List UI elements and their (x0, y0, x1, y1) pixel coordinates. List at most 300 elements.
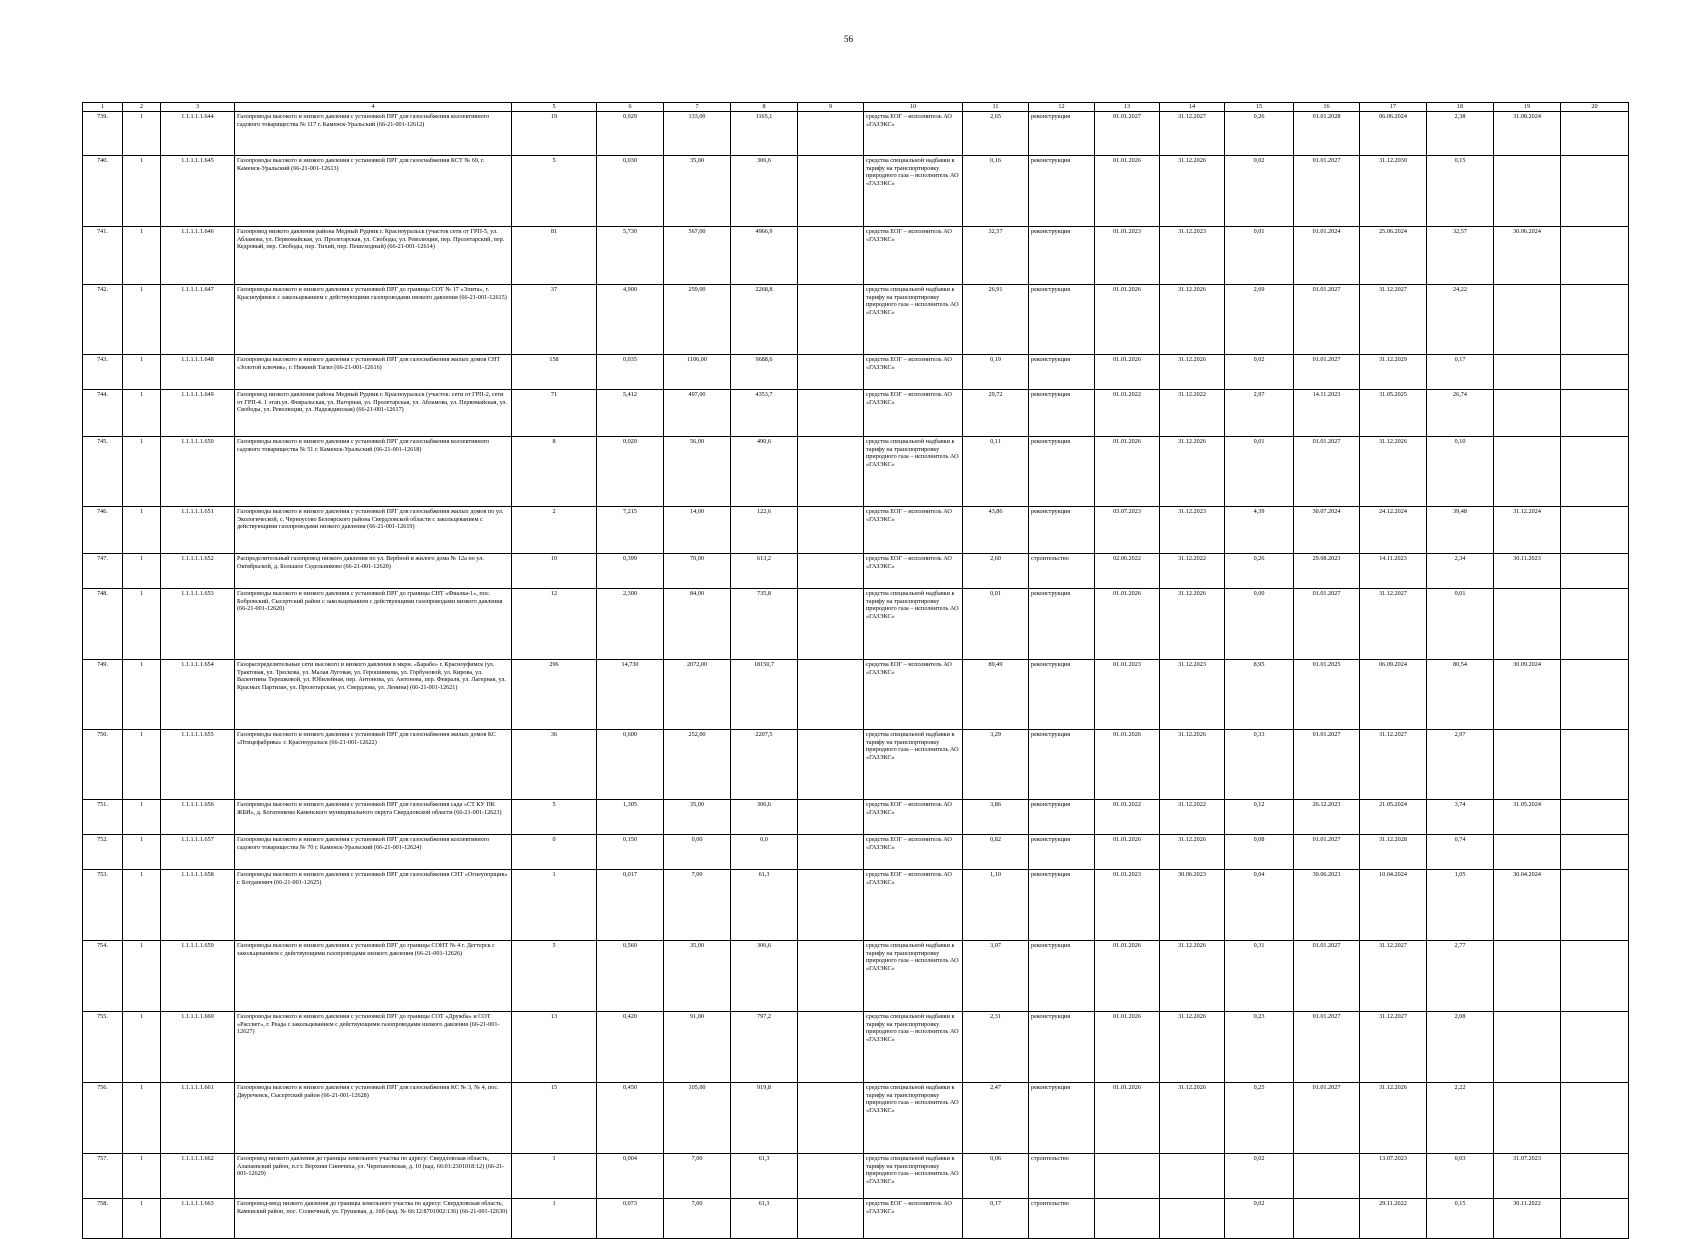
cell-col11: 0,17 (963, 1199, 1029, 1239)
cell-col20 (1561, 554, 1629, 589)
work-type: реконструкция (1029, 1012, 1095, 1083)
table-row (83, 285, 1629, 355)
cell-col8: 735,8 (731, 589, 798, 660)
cell-col9 (798, 1154, 864, 1199)
cell-col20 (1561, 390, 1629, 437)
cell-col18: 1,05 (1427, 870, 1494, 941)
row-code: 1.1.1.1.1.658 (161, 870, 235, 941)
cell-col19 (1494, 156, 1561, 227)
cell-col15: 0,12 (1225, 800, 1294, 835)
cell-col19 (1494, 285, 1561, 355)
funding-source: средства ЕОГ – исполнитель АО «ГАЗЭКС» (864, 800, 963, 835)
cell-col9 (798, 355, 864, 390)
cell-col17: 21.05.2024 (1360, 800, 1427, 835)
cell-col20 (1561, 1154, 1629, 1199)
end-date: 31.12.2023 (1160, 660, 1225, 730)
cell-col18: 2,34 (1427, 554, 1494, 589)
object-name: Газопроводы высокого и низкого давления с установкой ПРГ для газоснабжения коллективного садового товарищества № 51 г. Каменск-Уральский (66-21-001-12618) (235, 437, 512, 507)
cell-col19: 31.08.2024 (1494, 112, 1561, 156)
cell-col7: 252,00 (664, 730, 731, 800)
cell-col5: 81 (512, 227, 597, 285)
start-date: 01.01.2023 (1095, 870, 1160, 941)
start-date: 01.01.2026 (1095, 589, 1160, 660)
cell-col6: 0,020 (597, 437, 664, 507)
table-row (83, 507, 1629, 554)
cell-col20 (1561, 355, 1629, 390)
object-name: Газопроводы высокого и низкого давления с установкой ПРГ для газоснабжения КСТ № 69, г. Каменск-Уральский (66-21-001-12613) (235, 156, 512, 227)
cell-col11: 3,86 (963, 800, 1029, 835)
cell-col2: 1 (123, 660, 161, 730)
cell-col9 (798, 437, 864, 507)
cell-col6: 14,730 (597, 660, 664, 730)
cell-col19: 31.07.2023 (1494, 1154, 1561, 1199)
cell-col5: 36 (512, 730, 597, 800)
cell-col16: 01.01.2027 (1294, 589, 1360, 660)
cell-col9 (798, 730, 864, 800)
investment-program-table (82, 102, 1629, 1239)
cell-col11: 1,10 (963, 870, 1029, 941)
cell-col6: 0,150 (597, 835, 664, 870)
cell-col11: 89,49 (963, 660, 1029, 730)
cell-col7: 133,00 (664, 112, 731, 156)
cell-col9 (798, 800, 864, 835)
cell-col2: 1 (123, 1199, 161, 1239)
cell-col15: 0,00 (1225, 589, 1294, 660)
cell-col16 (1294, 1199, 1360, 1239)
cell-col2: 1 (123, 507, 161, 554)
end-date: 31.12.2026 (1160, 835, 1225, 870)
row-code: 1.1.1.1.1.660 (161, 1012, 235, 1083)
funding-source: средства специальной надбавки к тарифу на транспортировку природного газа – исполнитель АО «ГАЗЭКС» (864, 437, 963, 507)
work-type: реконструкция (1029, 156, 1095, 227)
column-header-7: 7 (664, 103, 731, 112)
cell-col16: 30.06.2023 (1294, 870, 1360, 941)
cell-col6: 0,004 (597, 1154, 664, 1199)
row-code: 1.1.1.1.1.663 (161, 1199, 235, 1239)
column-header-8: 8 (731, 103, 798, 112)
cell-col8: 61,3 (731, 1199, 798, 1239)
cell-col6: 0,600 (597, 730, 664, 800)
cell-col5: 1 (512, 1199, 597, 1239)
work-type: реконструкция (1029, 730, 1095, 800)
cell-col15: 0,08 (1225, 835, 1294, 870)
cell-col11: 0,19 (963, 355, 1029, 390)
table-row (83, 1154, 1629, 1199)
start-date: 01.01.2022 (1095, 390, 1160, 437)
cell-col9 (798, 941, 864, 1012)
work-type: строительство (1029, 554, 1095, 589)
cell-col17: 06.06.2024 (1360, 112, 1427, 156)
start-date: 01.01.2026 (1095, 437, 1160, 507)
row-code: 1.1.1.1.1.645 (161, 156, 235, 227)
cell-col16: 01.01.2027 (1294, 285, 1360, 355)
cell-col5: 1 (512, 870, 597, 941)
cell-col16: 01.01.2027 (1294, 355, 1360, 390)
cell-col7: 35,00 (664, 156, 731, 227)
row-number: 739. (83, 112, 123, 156)
cell-col2: 1 (123, 285, 161, 355)
row-code: 1.1.1.1.1.654 (161, 660, 235, 730)
end-date: 31.12.2026 (1160, 156, 1225, 227)
work-type: строительство (1029, 1154, 1095, 1199)
object-name: Газопровод-ввод низкого давления до границы земельного участка по адресу: Свердловская область, Каменский район, пос. Солнечный, ул. Грушевая, д. 16б (кад. № 66:12:8701002:136) (66-21-001-12630) (235, 1199, 512, 1239)
cell-col9 (798, 1012, 864, 1083)
cell-col16: 01.01.2027 (1294, 730, 1360, 800)
cell-col16: 01.01.2024 (1294, 227, 1360, 285)
cell-col20 (1561, 730, 1629, 800)
cell-col20 (1561, 1083, 1629, 1154)
cell-col6: 5,412 (597, 390, 664, 437)
table-row (83, 941, 1629, 1012)
row-number: 740. (83, 156, 123, 227)
table-row (83, 1199, 1629, 1239)
end-date: 31.12.2027 (1160, 112, 1225, 156)
cell-col18: 26,74 (1427, 390, 1494, 437)
cell-col2: 1 (123, 730, 161, 800)
funding-source: средства ЕОГ – исполнитель АО «ГАЗЭКС» (864, 227, 963, 285)
cell-col8: 2207,5 (731, 730, 798, 800)
cell-col5: 10 (512, 554, 597, 589)
cell-col18: 3,74 (1427, 800, 1494, 835)
cell-col19: 30.06.2024 (1494, 227, 1561, 285)
cell-col15: 0,31 (1225, 941, 1294, 1012)
start-date: 01.01.2023 (1095, 227, 1160, 285)
cell-col2: 1 (123, 800, 161, 835)
cell-col2: 1 (123, 870, 161, 941)
cell-col2: 1 (123, 554, 161, 589)
cell-col15: 0,26 (1225, 112, 1294, 156)
cell-col16: 01.01.2027 (1294, 1083, 1360, 1154)
cell-col11: 0,06 (963, 1154, 1029, 1199)
cell-col8: 1165,1 (731, 112, 798, 156)
cell-col19: 30.11.2022 (1494, 1199, 1561, 1239)
row-code: 1.1.1.1.1.657 (161, 835, 235, 870)
cell-col15: 2,97 (1225, 390, 1294, 437)
start-date (1095, 1154, 1160, 1199)
cell-col9 (798, 835, 864, 870)
row-code: 1.1.1.1.1.653 (161, 589, 235, 660)
cell-col19: 30.09.2024 (1494, 660, 1561, 730)
cell-col7: 567,00 (664, 227, 731, 285)
row-number: 752. (83, 835, 123, 870)
cell-col19: 31.12.2024 (1494, 507, 1561, 554)
table-row (83, 112, 1629, 156)
cell-col5: 0 (512, 835, 597, 870)
funding-source: средства специальной надбавки к тарифу на транспортировку природного газа – исполнитель АО «ГАЗЭКС» (864, 941, 963, 1012)
cell-col16: 01.01.2027 (1294, 1012, 1360, 1083)
object-name: Газопроводы высокого и низкого давления с установкой ПРГ для газоснабжения СНТ «Огнеупорщик» г. Богданович (66-21-001-12625) (235, 870, 512, 941)
cell-col18: 0,15 (1427, 1199, 1494, 1239)
cell-col17: 06.09.2024 (1360, 660, 1427, 730)
row-number: 755. (83, 1012, 123, 1083)
work-type: реконструкция (1029, 112, 1095, 156)
cell-col20 (1561, 660, 1629, 730)
funding-source: средства специальной надбавки к тарифу на транспортировку природного газа – исполнитель АО «ГАЗЭКС» (864, 285, 963, 355)
row-code: 1.1.1.1.1.659 (161, 941, 235, 1012)
cell-col8: 122,6 (731, 507, 798, 554)
cell-col17: 31.12.2026 (1360, 437, 1427, 507)
cell-col15: 0,04 (1225, 870, 1294, 941)
cell-col18: 0,17 (1427, 355, 1494, 390)
cell-col9 (798, 554, 864, 589)
cell-col19 (1494, 730, 1561, 800)
table-row (83, 227, 1629, 285)
column-header-3: 3 (161, 103, 235, 112)
cell-col5: 1 (512, 1154, 597, 1199)
work-type: реконструкция (1029, 589, 1095, 660)
table-body (83, 112, 1629, 1239)
start-date: 01.01.2026 (1095, 730, 1160, 800)
cell-col15: 8,95 (1225, 660, 1294, 730)
cell-col9 (798, 112, 864, 156)
cell-col17: 31.12.2029 (1360, 355, 1427, 390)
cell-col11: 29,72 (963, 390, 1029, 437)
cell-col7: 14,00 (664, 507, 731, 554)
cell-col20 (1561, 589, 1629, 660)
start-date: 01.01.2026 (1095, 355, 1160, 390)
cell-col18: 0,10 (1427, 437, 1494, 507)
cell-col6: 4,900 (597, 285, 664, 355)
cell-col5: 13 (512, 1012, 597, 1083)
cell-col18: 32,57 (1427, 227, 1494, 285)
row-number: 754. (83, 941, 123, 1012)
cell-col5: 8 (512, 437, 597, 507)
cell-col19 (1494, 835, 1561, 870)
cell-col2: 1 (123, 355, 161, 390)
funding-source: средства ЕОГ – исполнитель АО «ГАЗЭКС» (864, 390, 963, 437)
cell-col20 (1561, 870, 1629, 941)
cell-col20 (1561, 156, 1629, 227)
row-number: 745. (83, 437, 123, 507)
cell-col20 (1561, 437, 1629, 507)
work-type: реконструкция (1029, 800, 1095, 835)
row-code: 1.1.1.1.1.655 (161, 730, 235, 800)
row-code: 1.1.1.1.1.649 (161, 390, 235, 437)
column-header-16: 16 (1294, 103, 1360, 112)
cell-col15: 0,26 (1225, 554, 1294, 589)
end-date: 31.12.2026 (1160, 730, 1225, 800)
cell-col11: 2,31 (963, 1012, 1029, 1083)
end-date: 31.12.2022 (1160, 390, 1225, 437)
column-header-15: 15 (1225, 103, 1294, 112)
cell-col8: 4966,9 (731, 227, 798, 285)
end-date: 31.12.2026 (1160, 941, 1225, 1012)
start-date (1095, 1199, 1160, 1239)
cell-col17: 31.12.2027 (1360, 730, 1427, 800)
cell-col11: 0,16 (963, 156, 1029, 227)
cell-col16: 29.08.2023 (1294, 554, 1360, 589)
cell-col2: 1 (123, 390, 161, 437)
object-name: Газопроводы высокого и низкого давления с установкой ПРГ до границы СОНТ № 4 г. Дегтерск с закольцеванием с действующими газопроводами низкого давления (66-21-001-12626) (235, 941, 512, 1012)
cell-col16: 01.01.2025 (1294, 660, 1360, 730)
cell-col2: 1 (123, 1154, 161, 1199)
cell-col2: 1 (123, 835, 161, 870)
cell-col9 (798, 660, 864, 730)
cell-col20 (1561, 835, 1629, 870)
cell-col16: 01.01.2027 (1294, 941, 1360, 1012)
cell-col9 (798, 1199, 864, 1239)
funding-source: средства специальной надбавки к тарифу на транспортировку природного газа – исполнитель АО «ГАЗЭКС» (864, 1012, 963, 1083)
cell-col17: 31.12.2027 (1360, 1012, 1427, 1083)
cell-col17: 13.07.2023 (1360, 1154, 1427, 1199)
cell-col5: 296 (512, 660, 597, 730)
row-number: 751. (83, 800, 123, 835)
cell-col6: 0,560 (597, 941, 664, 1012)
cell-col6: 1,305 (597, 800, 664, 835)
cell-col8: 2268,8 (731, 285, 798, 355)
object-name: Газопроводы высокого и низкого давления с установкой ПРГ до границы СОТ «Дружба» и СОТ «Рассвет», г. Реада с закольцеванием с действующими газопроводами низкого давления (66-21-001-12627) (235, 1012, 512, 1083)
cell-col18: 2,38 (1427, 112, 1494, 156)
object-name: Газопроводы высокого и низкого давления с установкой ПРГ для газоснабжения КС № 3, № 4, пос. Двуреченск, Сысертский район (66-21-001-12628) (235, 1083, 512, 1154)
row-number: 744. (83, 390, 123, 437)
cell-col15: 0,33 (1225, 730, 1294, 800)
cell-col2: 1 (123, 156, 161, 227)
row-code: 1.1.1.1.1.646 (161, 227, 235, 285)
start-date: 01.01.2026 (1095, 1083, 1160, 1154)
cell-col2: 1 (123, 1083, 161, 1154)
table-row (83, 835, 1629, 870)
cell-col8: 306,6 (731, 800, 798, 835)
column-header-10: 10 (864, 103, 963, 112)
cell-col20 (1561, 1199, 1629, 1239)
object-name: Газопровод низкого давления района Медный Рудник г. Красноуральск (участок сети от ГРП-5, ул. Абламова, ул. Первомайская, ул. Пролетарская, ул. Свободы, ул. Революции, пер. Пролетарский, пер. Кедровый, пер. Свободы, пер. Тихий, пер. Пешеходный) (66-21-001-12614) (235, 227, 512, 285)
cell-col17: 31.12.2026 (1360, 1083, 1427, 1154)
table-row (83, 589, 1629, 660)
cell-col2: 1 (123, 941, 161, 1012)
start-date: 01.01.2026 (1095, 285, 1160, 355)
cell-col5: 5 (512, 941, 597, 1012)
row-number: 741. (83, 227, 123, 285)
table-row (83, 800, 1629, 835)
cell-col7: 0,00 (664, 835, 731, 870)
cell-col19 (1494, 1012, 1561, 1083)
cell-col9 (798, 870, 864, 941)
cell-col18: 0,15 (1427, 156, 1494, 227)
cell-col19 (1494, 941, 1561, 1012)
cell-col8: 18150,7 (731, 660, 798, 730)
column-header-13: 13 (1095, 103, 1160, 112)
cell-col17: 31.12.2027 (1360, 285, 1427, 355)
object-name: Газопроводы высокого и низкого давления с установкой ПРГ для газоснабжения жилых домов КС «Птицефабрика» г. Красноуральск (66-21-001-12622) (235, 730, 512, 800)
funding-source: средства ЕОГ – исполнитель АО «ГАЗЭКС» (864, 554, 963, 589)
table-row (83, 156, 1629, 227)
cell-col19: 31.05.2024 (1494, 800, 1561, 835)
cell-col7: 7,00 (664, 1199, 731, 1239)
cell-col16: 01.01.2028 (1294, 112, 1360, 156)
cell-col19 (1494, 355, 1561, 390)
cell-col11: 32,57 (963, 227, 1029, 285)
cell-col7: 105,00 (664, 1083, 731, 1154)
column-number-row (83, 103, 1629, 112)
cell-col2: 1 (123, 589, 161, 660)
cell-col16: 26.12.2023 (1294, 800, 1360, 835)
end-date: 31.12.2026 (1160, 285, 1225, 355)
start-date: 01.01.2027 (1095, 112, 1160, 156)
cell-col7: 497,00 (664, 390, 731, 437)
cell-col9 (798, 285, 864, 355)
cell-col8: 613,2 (731, 554, 798, 589)
cell-col16: 01.01.2027 (1294, 156, 1360, 227)
work-type: реконструкция (1029, 390, 1095, 437)
cell-col17: 29.11.2022 (1360, 1199, 1427, 1239)
column-header-5: 5 (512, 103, 597, 112)
cell-col6: 0,420 (597, 1012, 664, 1083)
funding-source: средства специальной надбавки к тарифу на транспортировку природного газа – исполнитель АО «ГАЗЭКС» (864, 1083, 963, 1154)
cell-col6: 0,035 (597, 355, 664, 390)
cell-col9 (798, 1083, 864, 1154)
column-header-11: 11 (963, 103, 1029, 112)
cell-col5: 71 (512, 390, 597, 437)
cell-col11: 0,01 (963, 589, 1029, 660)
cell-col20 (1561, 1012, 1629, 1083)
start-date: 01.01.2026 (1095, 1012, 1160, 1083)
row-number: 742. (83, 285, 123, 355)
cell-col7: 7,00 (664, 870, 731, 941)
cell-col16: 14.11.2023 (1294, 390, 1360, 437)
cell-col6: 2,300 (597, 589, 664, 660)
end-date: 31.12.2026 (1160, 1012, 1225, 1083)
row-number: 749. (83, 660, 123, 730)
object-name: Газопроводы высокого и низкого давления с установкой ПРГ до границы СНТ «Фиалка-1», пос. Бобровский, Сысертский район с закольцеванием с действующими газопроводами низкого давления (66-21-001-12620) (235, 589, 512, 660)
cell-col8: 61,3 (731, 870, 798, 941)
cell-col18: 2,22 (1427, 1083, 1494, 1154)
cell-col18: 39,48 (1427, 507, 1494, 554)
row-number: 748. (83, 589, 123, 660)
cell-col8: 306,6 (731, 941, 798, 1012)
cell-col6: 0,399 (597, 554, 664, 589)
cell-col5: 2 (512, 507, 597, 554)
row-code: 1.1.1.1.1.661 (161, 1083, 235, 1154)
cell-col20 (1561, 800, 1629, 835)
end-date: 31.12.2026 (1160, 589, 1225, 660)
work-type: реконструкция (1029, 835, 1095, 870)
column-header-12: 12 (1029, 103, 1095, 112)
row-code: 1.1.1.1.1.662 (161, 1154, 235, 1199)
funding-source: средства ЕОГ – исполнитель АО «ГАЗЭКС» (864, 112, 963, 156)
cell-col20 (1561, 507, 1629, 554)
column-header-2: 2 (123, 103, 161, 112)
row-number: 743. (83, 355, 123, 390)
start-date: 01.01.2022 (1095, 800, 1160, 835)
cell-col15: 0,25 (1225, 1083, 1294, 1154)
row-number: 758. (83, 1199, 123, 1239)
cell-col2: 1 (123, 1012, 161, 1083)
work-type: реконструкция (1029, 227, 1095, 285)
cell-col11: 2,65 (963, 112, 1029, 156)
column-header-1: 1 (83, 103, 123, 112)
end-date: 31.12.2022 (1160, 554, 1225, 589)
end-date: 30.06.2023 (1160, 870, 1225, 941)
cell-col7: 1106,00 (664, 355, 731, 390)
start-date: 01.01.2026 (1095, 941, 1160, 1012)
cell-col16: 01.01.2027 (1294, 835, 1360, 870)
work-type: реконструкция (1029, 355, 1095, 390)
cell-col11: 2,60 (963, 554, 1029, 589)
cell-col8: 9688,6 (731, 355, 798, 390)
column-header-19: 19 (1494, 103, 1561, 112)
table-row (83, 1012, 1629, 1083)
cell-col18: 2,77 (1427, 941, 1494, 1012)
row-code: 1.1.1.1.1.647 (161, 285, 235, 355)
cell-col5: 5 (512, 156, 597, 227)
funding-source: средства специальной надбавки к тарифу на транспортировку природного газа – исполнитель АО «ГАЗЭКС» (864, 156, 963, 227)
cell-col16: 30.07.2024 (1294, 507, 1360, 554)
funding-source: средства ЕОГ – исполнитель АО «ГАЗЭКС» (864, 1199, 963, 1239)
column-header-9: 9 (798, 103, 864, 112)
cell-col6: 0,030 (597, 156, 664, 227)
cell-col16 (1294, 1154, 1360, 1199)
row-number: 753. (83, 870, 123, 941)
